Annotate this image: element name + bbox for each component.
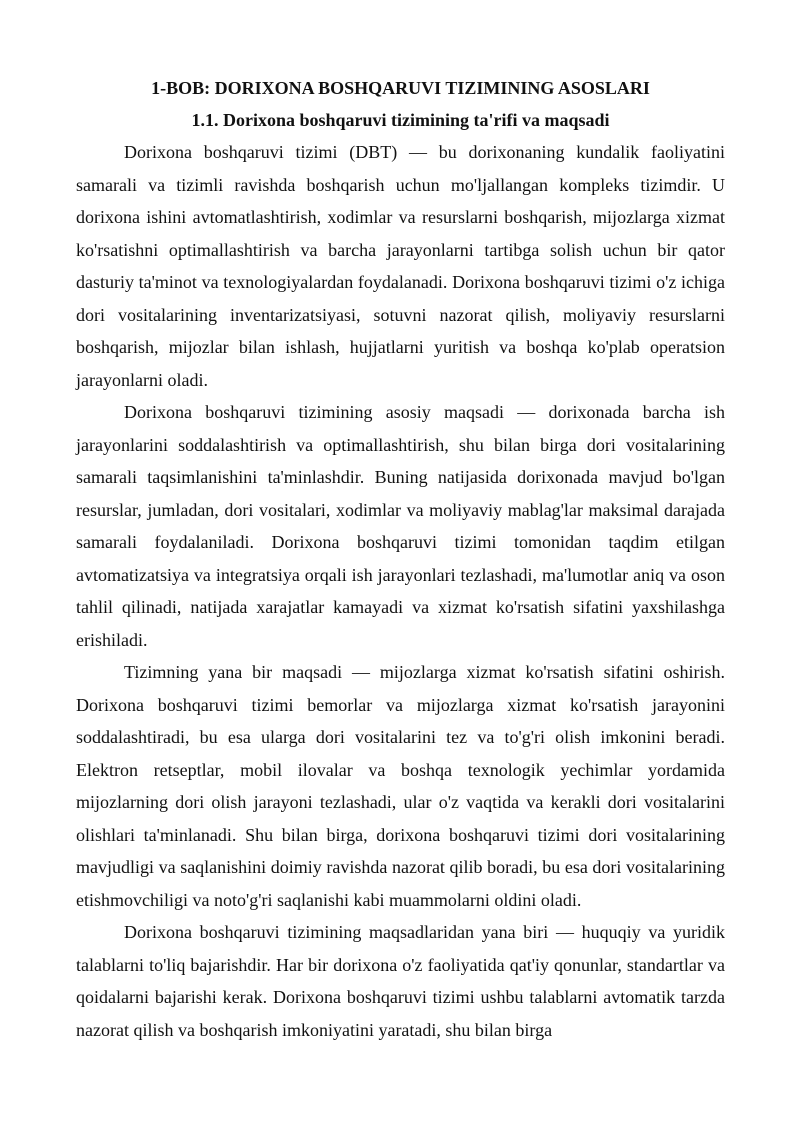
section-title: 1.1. Dorixona boshqaruvi tizimining ta'rifi va maqsadi [191, 110, 610, 130]
document-page [76, 72, 725, 1046]
paragraph-legal-requirements: Dorixona boshqaruvi tizimining maqsadlaridan yana biri — huquqiy va yuridik talablarni to'liq bajarishdir. Har bir dorixona o'z faoliyatida qat'iy qonunlar, standartlar va qoidalarni bajarishi kerak. Dorixona boshqaruvi tizimi ushbu talablarni avtomatik tarzda nazorat qilish va boshqarish imkoniyatini yaratadi, shu bilan birga [76, 922, 725, 1040]
chapter-title: 1-BOB: DORIXONA BOSHQARUVI TIZIMINING ASOSLARI [151, 78, 650, 98]
paragraph-definition: Dorixona boshqaruvi tizimi (DBT) — bu dorixonaning kundalik faoliyatini samarali va tizimli ravishda boshqarish uchun mo'ljallangan kompleks tizimdir. U dorixona ishini avtomatlashtirish, xodimlar va resurslarni boshqarish, mijozlarga xizmat ko'rsatishni optimallashtirish va barcha jarayonlarni tartibga solish uchun bir qator dasturiy ta'minot va texnologiyalardan foydalanadi. Dorixona boshqaruvi tizimi o'z ichiga dori vositalarining inventarizatsiyasi, sotuvni nazorat qilish, moliyaviy resurslarni boshqarish, mijozlar bilan ishlash, hujjatlarni yuritish va boshqa ko'plab operatsion jarayonlarni oladi. [76, 142, 725, 390]
paragraph-main-goal: Dorixona boshqaruvi tizimining asosiy maqsadi — dorixonada barcha ish jarayonlarini soddalashtirish va optimallashtirish, shu bilan birga dori vositalarining samarali taqsimlanishini ta'minlashdir. Buning natijasida dorixonada mavjud bo'lgan resurslar, jumladan, dori vositalari, xodimlar va moliyaviy mablag'lar maksimal darajada samarali foydalaniladi. Dorixona boshqaruvi tizimi tomonidan taqdim etilgan avtomatizatsiya va integratsiya orqali ish jarayonlari tezlashadi, ma'lumotlar aniq va oson tahlil qilinadi, natijada xarajatlar kamayadi va xizmat ko'rsatish sifatini yaxshilashga erishiladi. [76, 402, 725, 650]
paragraph-customer-service: Tizimning yana bir maqsadi — mijozlarga xizmat ko'rsatish sifatini oshirish. Dorixona boshqaruvi tizimi bemorlar va mijozlarga xizmat ko'rsatish jarayonini soddalashtiradi, bu esa ularga dori vositalarini tez va to'g'ri olish imkonini beradi. Elektron retseptlar, mobil ilovalar va boshqa texnologik yechimlar yordamida mijozlarning dori olish jarayoni tezlashadi, ular o'z vaqtida va kerakli dori vositalarini olishlari ta'minlanadi. Shu bilan birga, dorixona boshqaruvi tizimi dori vositalarining mavjudligi va saqlanishini doimiy ravishda nazorat qilib boradi, bu esa dori vositalarining etishmovchiligi va noto'g'ri saqlanishi kabi muammolarni oldini oladi. [76, 662, 725, 910]
